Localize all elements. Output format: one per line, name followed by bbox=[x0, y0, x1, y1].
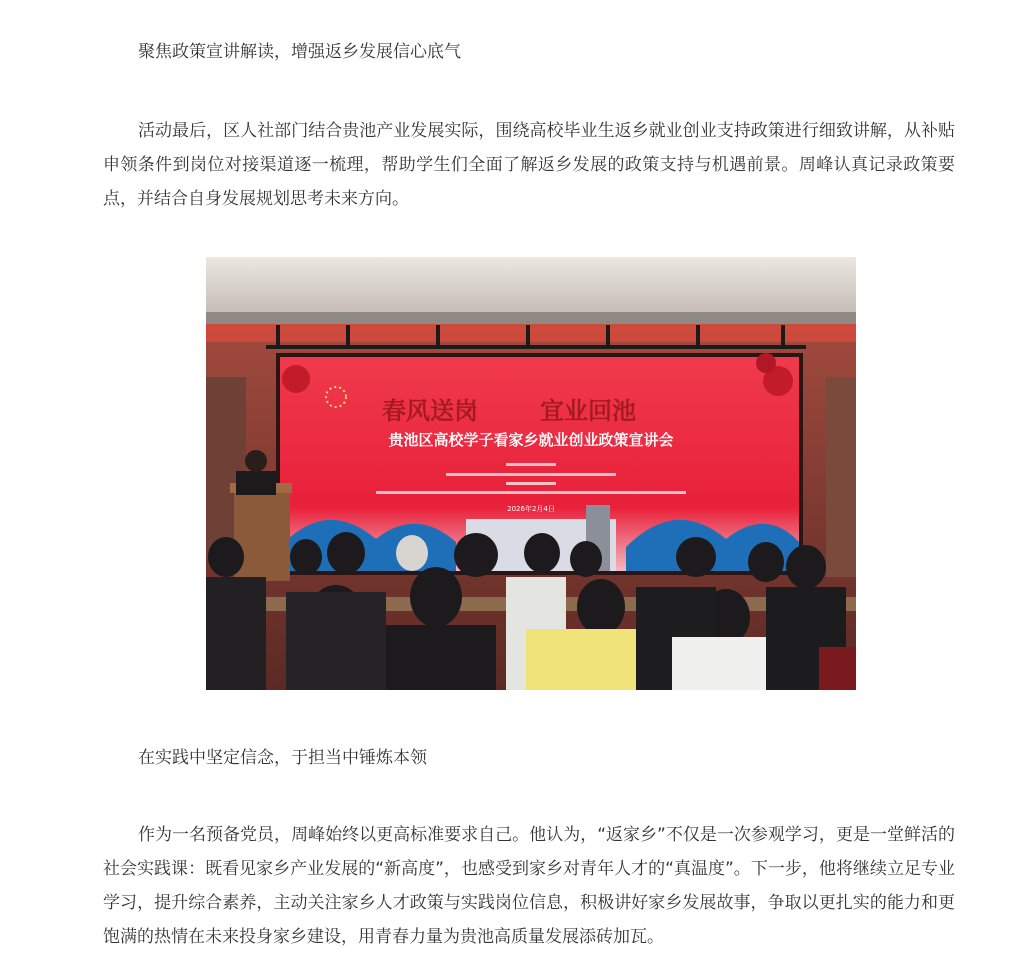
screen-slogan-left: 春风送岗 bbox=[382, 396, 478, 425]
screen-title: 贵池区高校学子看家乡就业创业政策宣讲会 bbox=[388, 431, 674, 449]
screen-date: 2026年2月4日 bbox=[507, 505, 555, 513]
screen-slogan-right: 宜业回池 bbox=[540, 396, 636, 425]
paragraph-policy-briefing: 活动最后，区人社部门结合贵池产业发展实际，围绕高校毕业生返乡就业创业支持政策进行细致讲解，从补贴申领条件到岗位对接渠道逐一梳理，帮助学生们全面了解返乡发展的政策支持与机遇前景。周峰认真记录政策要点，并结合自身发展规划思考未来方向。 bbox=[103, 121, 955, 209]
event-photo bbox=[206, 257, 856, 690]
event-photo-illustration bbox=[206, 257, 856, 690]
section-heading-practice: 在实践中坚定信念，于担当中锤炼本领 bbox=[138, 748, 427, 768]
paragraph-practice-reflection: 作为一名预备党员，周峰始终以更高标准要求自己。他认为，“返家乡”不仅是一次参观学习，更是一堂鲜活的社会实践课：既看见家乡产业发展的“新高度”，也感受到家乡对青年人才的“真温度”。下一步，他将继续立足专业学习，提升综合素养，主动关注家乡人才政策与实践岗位信息，积极讲好家乡发展故事，争取以更扎实的能力和更饱满的热情在未来投身家乡建设，用青春力量为贵池高质量发展添砖加瓦。 bbox=[103, 825, 955, 947]
section-heading-policy: 聚焦政策宣讲解读，增强返乡发展信心底气 bbox=[138, 42, 461, 62]
